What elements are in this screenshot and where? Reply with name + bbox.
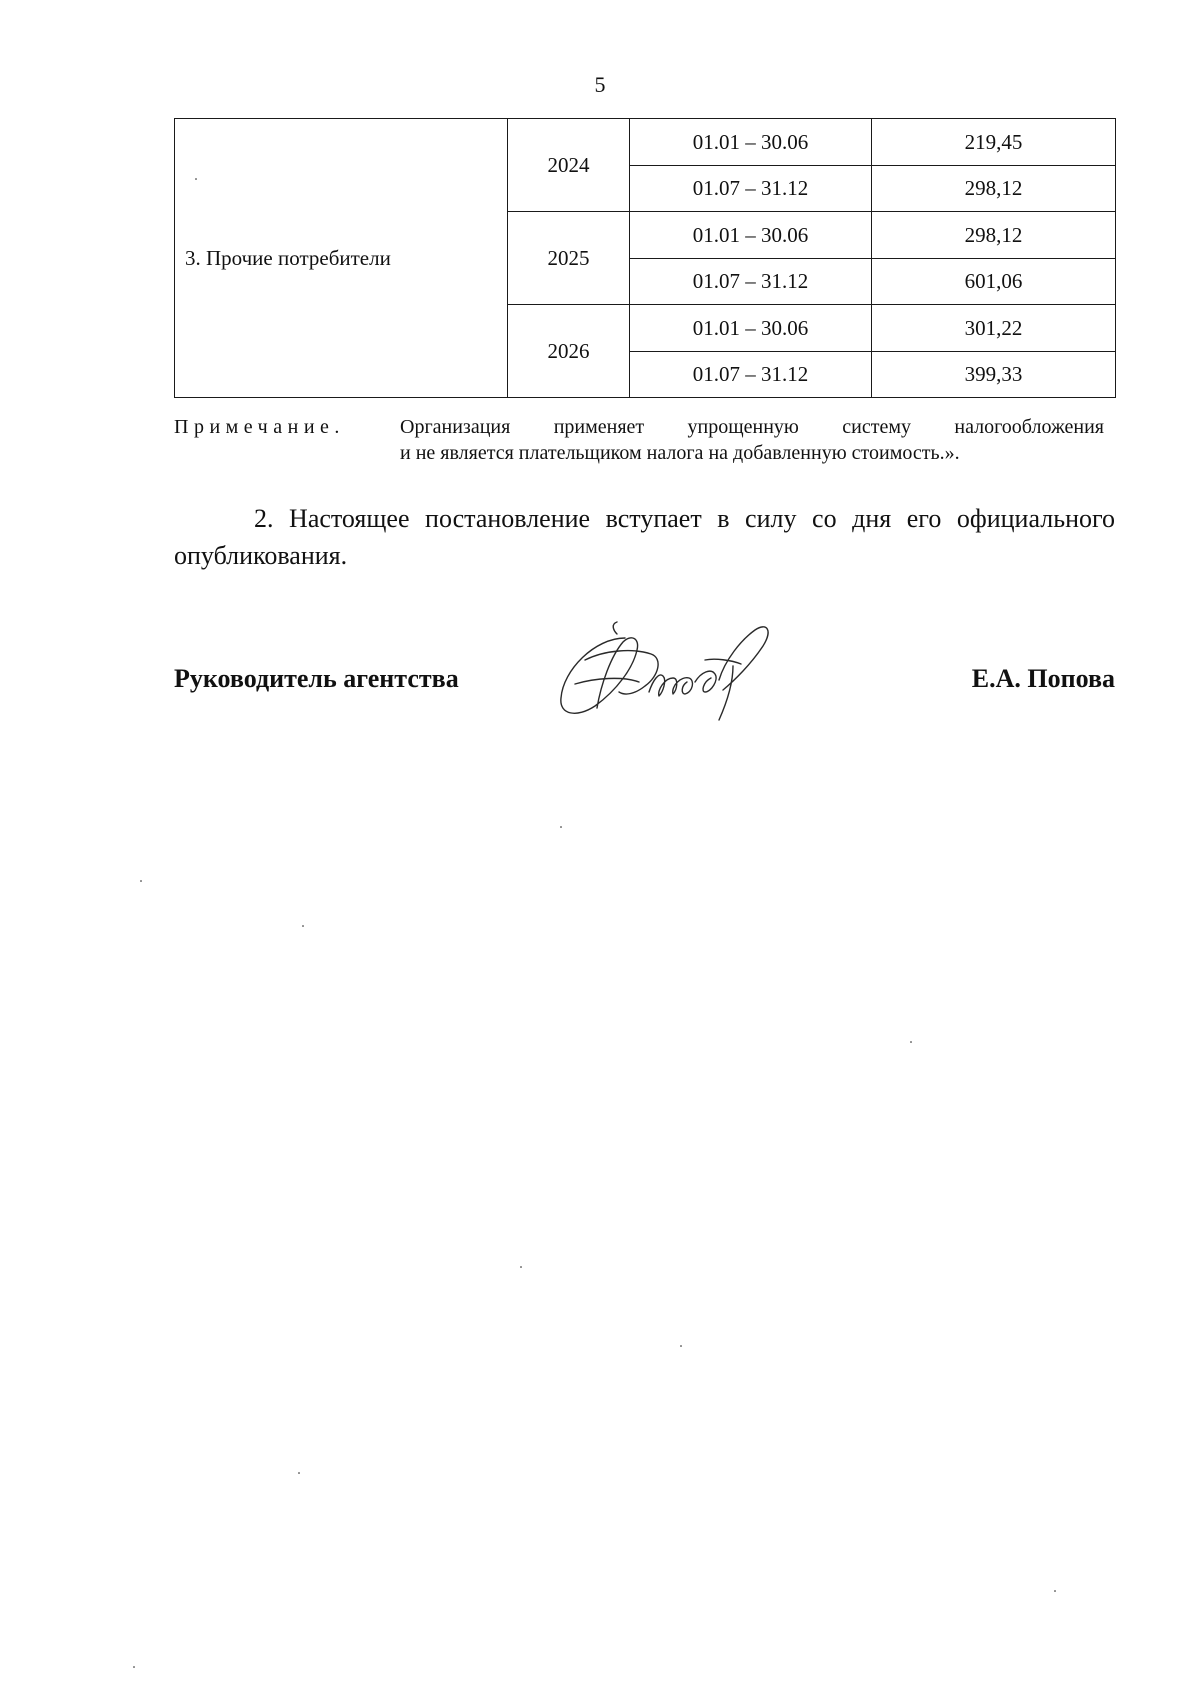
period-cell: 01.01 – 30.06: [630, 119, 872, 166]
scan-speck: [140, 880, 142, 882]
tariff-cell: 601,06: [872, 258, 1116, 305]
scan-speck: [560, 826, 562, 828]
page-number: 5: [594, 72, 606, 97]
note-text: [400, 414, 1104, 466]
tariff-cell: 399,33: [872, 351, 1116, 398]
scan-speck: [302, 925, 304, 927]
period-cell: 01.01 – 30.06: [630, 212, 872, 259]
note-line-1: Организация применяет упрощенную систему налогообложения: [400, 416, 1104, 438]
tariff-cell: 219,45: [872, 119, 1116, 166]
tariff-cell: 298,12: [872, 212, 1116, 259]
note-line-2: и не является плательщиком налога на добавленную стоимость.».: [400, 442, 960, 464]
tariff-cell: 301,22: [872, 305, 1116, 352]
scan-speck: [520, 1266, 522, 1268]
signer-name: Е.А. Попова: [971, 664, 1115, 693]
period-cell: 01.07 – 31.12: [630, 351, 872, 398]
table-row: [175, 119, 1116, 166]
resolution-paragraph: 2. Настоящее постановление вступает в силу со дня его официального опубликования.: [174, 504, 1115, 570]
scan-speck: [133, 1666, 135, 1668]
year-cell: 2025: [508, 212, 630, 305]
scan-speck: [680, 1345, 682, 1347]
tariff-table: [174, 118, 1116, 398]
handwritten-signature: [555, 620, 785, 730]
signer-position: Руководитель агентства: [174, 664, 459, 693]
scan-speck: [195, 178, 197, 180]
tariff-cell: 298,12: [872, 165, 1116, 212]
period-cell: 01.07 – 31.12: [630, 258, 872, 305]
consumer-category: 3. Прочие потребители: [175, 119, 508, 398]
scan-speck: [1054, 1590, 1056, 1592]
scan-speck: [910, 1041, 912, 1043]
note-label: Примечание.: [174, 416, 345, 438]
year-cell: 2024: [508, 119, 630, 212]
year-cell: 2026: [508, 305, 630, 398]
period-cell: 01.01 – 30.06: [630, 305, 872, 352]
scan-speck: [298, 1472, 300, 1474]
period-cell: 01.07 – 31.12: [630, 165, 872, 212]
